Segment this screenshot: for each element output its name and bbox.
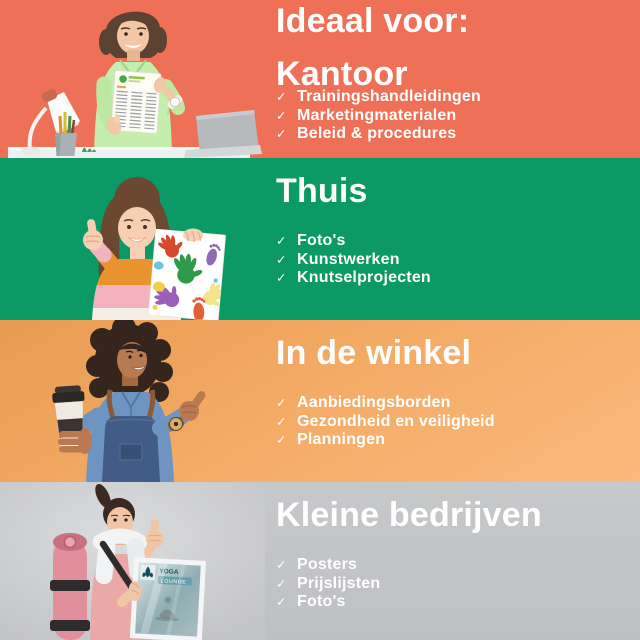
list-item xyxy=(276,88,481,107)
check-icon: ✓ xyxy=(276,107,287,123)
list-item xyxy=(276,251,431,270)
list-item xyxy=(276,593,380,612)
photo-yoga-woman-illustration xyxy=(0,482,265,640)
section-kantoor xyxy=(0,0,640,158)
list-item-label: Beleid & procedures xyxy=(297,125,457,142)
list-item xyxy=(276,232,431,251)
section-kleine-bedrijven xyxy=(0,482,640,640)
check-icon: ✓ xyxy=(276,270,287,285)
list-item xyxy=(276,269,431,288)
check-icon: ✓ xyxy=(276,432,287,447)
list-item-label: Posters xyxy=(297,556,358,573)
list-item-label: Foto's xyxy=(297,593,346,610)
list-item-label: Knutselprojecten xyxy=(297,269,431,286)
eyebrow-title: Ideaal voor: xyxy=(276,2,470,40)
laptop-icon xyxy=(184,110,262,158)
pointing-thumb-icon xyxy=(179,390,207,421)
list-item xyxy=(276,125,481,144)
section-title-bedrijven: Kleine bedrijven xyxy=(276,496,542,534)
photo-office-woman-illustration xyxy=(0,0,265,158)
check-icon: ✓ xyxy=(276,251,287,267)
feature-list-winkel xyxy=(276,394,495,450)
list-item xyxy=(276,394,495,413)
laminated-poster-icon xyxy=(130,557,206,640)
feature-list-thuis xyxy=(276,232,431,288)
section-thuis xyxy=(0,158,640,320)
copy-thuis xyxy=(276,158,634,320)
thumbs-up-icon xyxy=(83,218,103,250)
photo-barista-illustration xyxy=(0,320,265,482)
check-icon: ✓ xyxy=(276,413,287,429)
section-title-thuis: Thuis xyxy=(276,172,368,210)
copy-kantoor xyxy=(276,0,634,158)
copy-bedrijven xyxy=(276,482,634,640)
denim-apron xyxy=(102,416,160,482)
section-title-winkel: In de winkel xyxy=(276,334,472,372)
list-item xyxy=(276,556,380,575)
list-item-label: Aanbiedingsborden xyxy=(297,394,451,411)
check-icon: ✓ xyxy=(276,557,287,572)
list-item-label: Marketingmaterialen xyxy=(297,106,457,124)
list-item-label: Planningen xyxy=(297,431,386,448)
list-item-label: Kunstwerken xyxy=(297,250,400,268)
check-icon: ✓ xyxy=(276,594,287,609)
photo-girl-artwork-illustration xyxy=(0,158,265,320)
check-icon: ✓ xyxy=(276,233,287,248)
list-item xyxy=(276,575,380,594)
hand-holding-cup xyxy=(58,428,92,454)
section-in-de-winkel xyxy=(0,320,640,482)
list-item-label: Foto's xyxy=(297,232,346,249)
list-item xyxy=(276,413,495,432)
check-icon: ✓ xyxy=(276,395,287,410)
poster-title-text: YOGA xyxy=(159,568,179,577)
list-item xyxy=(276,431,495,450)
section-title-kantoor: Kantoor xyxy=(276,55,408,93)
copy-winkel xyxy=(276,320,634,482)
yoga-mat-icon xyxy=(50,533,90,640)
list-item-label: Trainingshandleidingen xyxy=(297,88,481,105)
check-icon: ✓ xyxy=(276,89,287,104)
check-icon: ✓ xyxy=(276,126,287,141)
list-item-label: Gezondheid en veiligheid xyxy=(297,412,495,430)
feature-list-kantoor xyxy=(276,88,481,144)
list-item-label: Prijslijsten xyxy=(297,574,381,592)
barista-woman xyxy=(70,320,182,482)
poster-subtitle-text: LOUNGE xyxy=(160,578,187,586)
list-item xyxy=(276,107,481,126)
check-icon: ✓ xyxy=(276,575,287,591)
feature-list-bedrijven xyxy=(276,556,380,612)
